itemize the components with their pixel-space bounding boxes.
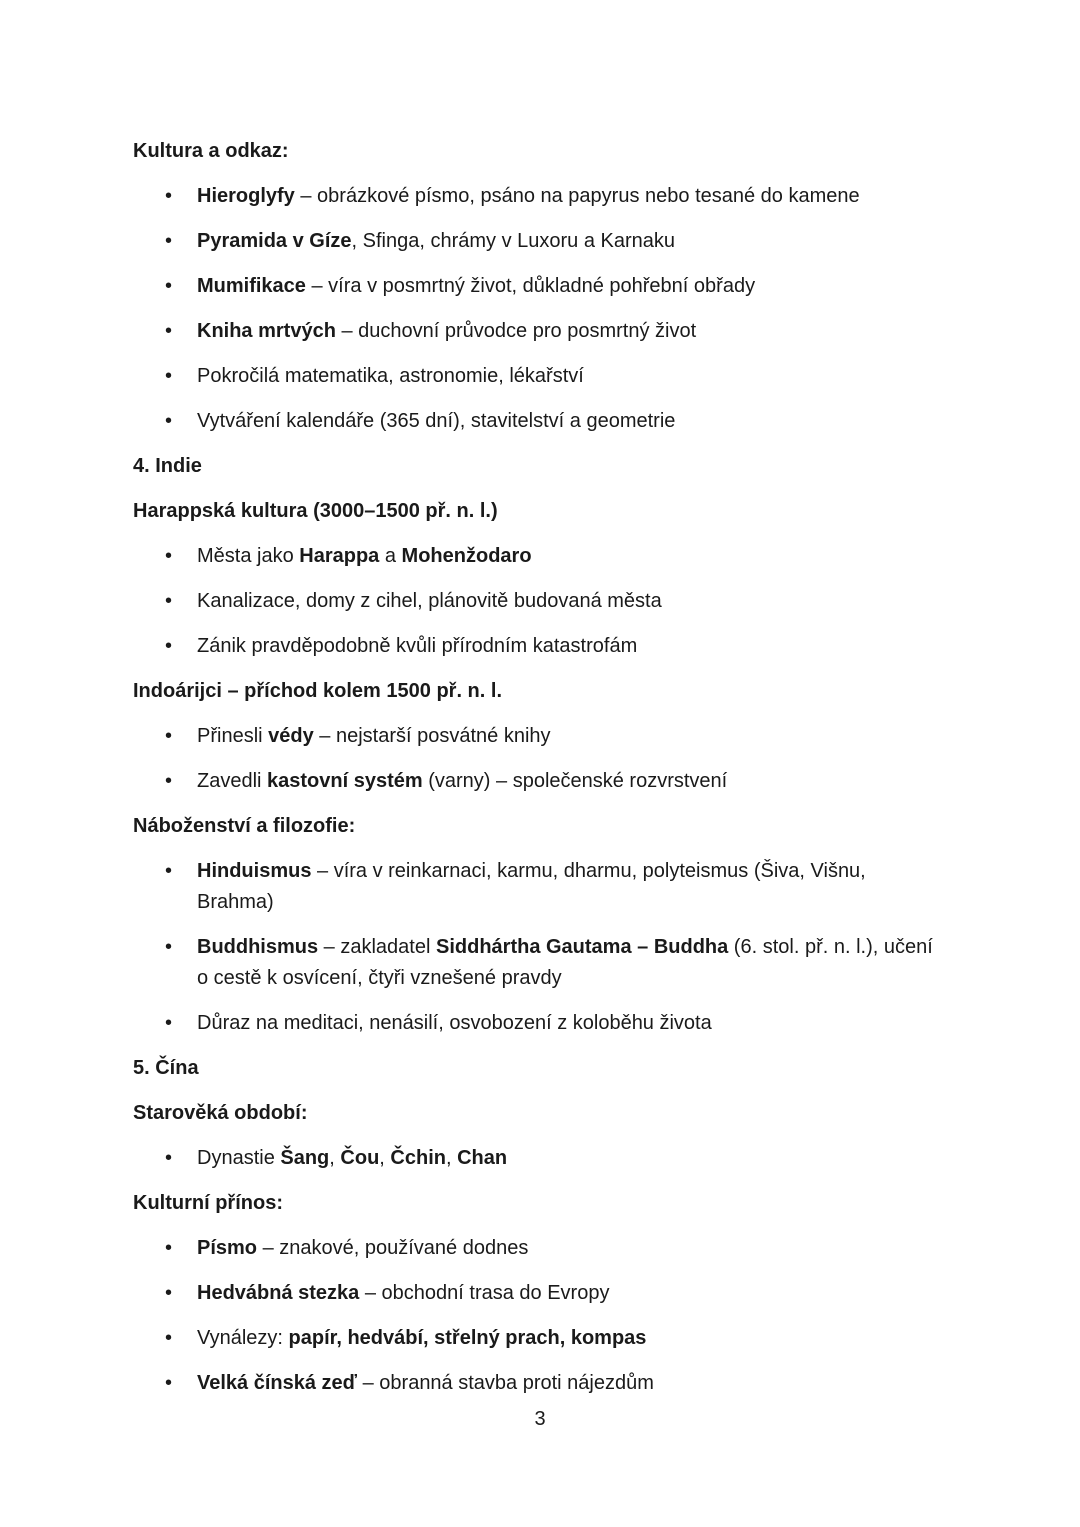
- text-segment: – duchovní průvodce pro posmrtný život: [335, 320, 697, 342]
- document-content: [133, 136, 947, 1413]
- section-heading: Náboženství a filozofie:: [133, 815, 356, 837]
- text-segment: Pokročilá matematika, astronomie, lékařství: [197, 365, 584, 387]
- text-segment: , Sfinga, chrámy v Luxoru a Karnaku: [351, 230, 676, 252]
- text-segment: Vynálezy:: [197, 1327, 289, 1349]
- text-segment-bold: Hedvábná stezka: [197, 1282, 360, 1304]
- text-segment-bold: Kniha mrtvých: [197, 320, 336, 342]
- list-item: [197, 1278, 947, 1309]
- text-segment: – nejstarší posvátné knihy: [313, 725, 551, 747]
- text-segment-bold: Mohenžodaro: [401, 545, 532, 567]
- text-segment: – obchodní trasa do Evropy: [359, 1282, 610, 1304]
- section-heading: Indoárijci – příchod kolem 1500 př. n. l.: [133, 680, 502, 702]
- list-item: [197, 181, 947, 212]
- text-segment: ,: [445, 1147, 458, 1169]
- text-segment-bold: Písmo: [197, 1237, 258, 1259]
- list-item: [197, 856, 947, 918]
- text-segment-bold: Čchin: [390, 1147, 446, 1169]
- text-segment-bold: Pyramida v Gíze: [197, 230, 352, 252]
- list-item: [197, 766, 947, 797]
- text-segment: Přinesli: [197, 725, 269, 747]
- text-segment-bold: Chan: [457, 1147, 508, 1169]
- list-item: [197, 631, 947, 662]
- text-segment: – obranná stavba proti nájezdům: [357, 1372, 654, 1394]
- text-segment: – znakové, používané dodnes: [257, 1237, 529, 1259]
- text-segment-bold: védy: [268, 725, 314, 747]
- text-segment: – víra v reinkarnaci, karmu, dharmu, polyteismus (Šiva, Višnu, Brahma): [197, 860, 866, 913]
- section-heading: Starověká období:: [133, 1102, 308, 1124]
- list-item: [197, 1233, 947, 1264]
- text-segment: Města jako: [197, 545, 300, 567]
- bullet-list: [133, 541, 947, 662]
- bullet-list: [133, 181, 947, 437]
- list-item: [197, 226, 947, 257]
- text-segment-bold: Šang: [280, 1147, 330, 1169]
- text-segment-bold: Buddhismus: [197, 936, 319, 958]
- bullet-list: [133, 721, 947, 797]
- text-segment-bold: papír, hedvábí, střelný prach, kompas: [288, 1327, 647, 1349]
- text-segment: – víra v posmrtný život, důkladné pohřební obřady: [305, 275, 756, 297]
- text-segment: Kanalizace, domy z cihel, plánovitě budovaná města: [197, 590, 662, 612]
- text-segment: ,: [379, 1147, 391, 1169]
- text-segment-bold: Hieroglyfy: [197, 185, 295, 207]
- text-segment-bold: Hinduismus: [197, 860, 312, 882]
- text-segment-bold: Harappa: [299, 545, 380, 567]
- text-segment: Zánik pravděpodobně kvůli přírodním katastrofám: [197, 635, 638, 657]
- text-segment: Zavedli: [197, 770, 268, 792]
- list-item: [197, 316, 947, 347]
- section-heading: Kultura a odkaz:: [133, 140, 289, 162]
- list-item: [197, 271, 947, 302]
- section-heading: Kulturní přínos:: [133, 1192, 283, 1214]
- list-item: [197, 1143, 947, 1174]
- text-segment-bold: kastovní systém: [267, 770, 423, 792]
- bullet-list: [133, 1233, 947, 1399]
- section-heading: 5. Čína: [133, 1057, 199, 1079]
- text-segment-bold: Velká čínská zeď: [197, 1372, 358, 1394]
- list-item: [197, 1008, 947, 1039]
- text-segment: a: [379, 545, 402, 567]
- bullet-list: [133, 856, 947, 1039]
- text-segment: – zakladatel: [318, 936, 436, 958]
- text-segment: Dynastie: [197, 1147, 281, 1169]
- page-number: 3: [534, 1408, 546, 1430]
- list-item: [197, 406, 947, 437]
- text-segment: – obrázkové písmo, psáno na papyrus nebo tesané do kamene: [294, 185, 860, 207]
- text-segment: Důraz na meditaci, nenásilí, osvobození z koloběhu života: [197, 1012, 712, 1034]
- text-segment: (varny) – společenské rozvrstvení: [422, 770, 728, 792]
- list-item: [197, 361, 947, 392]
- section-heading: 4. Indie: [133, 455, 202, 477]
- text-segment-bold: Čou: [340, 1147, 380, 1169]
- section-heading: Harappská kultura (3000–1500 př. n. l.): [133, 500, 498, 522]
- list-item: [197, 721, 947, 752]
- text-segment-bold: Siddhártha Gautama – Buddha: [435, 936, 729, 958]
- text-segment-bold: Mumifikace: [197, 275, 306, 297]
- list-item: [197, 586, 947, 617]
- bullet-list: [133, 1143, 947, 1174]
- text-segment: Vytváření kalendáře (365 dní), stavitelství a geometrie: [197, 410, 676, 432]
- list-item: [197, 932, 947, 994]
- text-segment: (6. stol. př. n. l.), učení o cestě k osvícení, čtyři vznešené pravdy: [197, 936, 933, 989]
- text-segment: ,: [329, 1147, 341, 1169]
- list-item: [197, 541, 947, 572]
- list-item: [197, 1323, 947, 1354]
- list-item: [197, 1368, 947, 1399]
